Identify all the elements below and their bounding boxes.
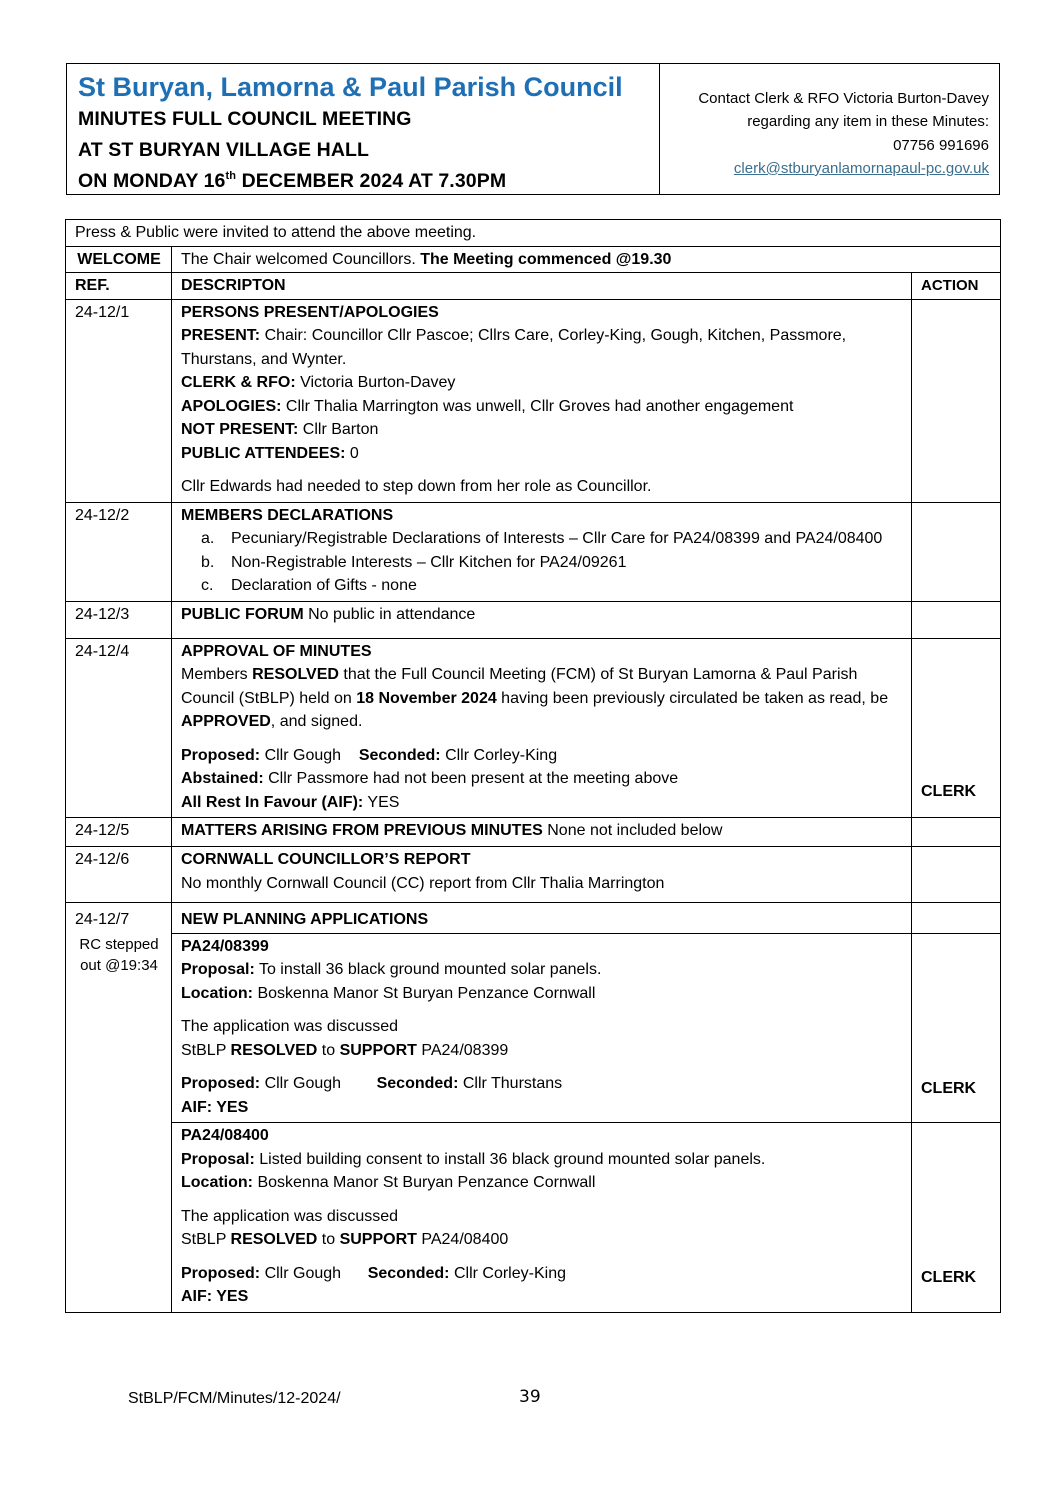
aif-line: AIF: YES — [181, 1288, 249, 1305]
col-action-header: ACTION — [912, 273, 1001, 300]
row-ref: 24-12/7 — [75, 911, 130, 928]
row-action: CLERK — [912, 933, 1001, 1123]
welcome-text: The Chair welcomed Councillors. — [181, 250, 421, 268]
table-row — [66, 1123, 1001, 1313]
approval-t3: that the Full Council Meeting (FCM) of St Buryan Lamorna & Paul Parish Council (StBLP) held on — [181, 666, 858, 707]
res-resolved: RESOLVED — [230, 1041, 318, 1059]
approval-t5: having been previously circulated be taken as read, be — [496, 689, 889, 707]
apologies-text: Cllr Thalia Marrington was unwell, Cllr Groves had another engagement — [281, 397, 794, 415]
res-resolved: RESOLVED — [230, 1231, 318, 1248]
proposal-label: Proposal: — [181, 961, 255, 978]
res-support: SUPPORT — [339, 1041, 417, 1059]
welcome-commenced: The Meeting commenced @19.30 — [420, 250, 672, 268]
item-title: NEW PLANNING APPLICATIONS — [172, 903, 912, 934]
aif-label: All Rest In Favour (AIF): — [181, 793, 364, 811]
abstained-label: Abstained: — [181, 770, 264, 787]
res-5: PA24/08399 — [416, 1041, 509, 1059]
table-row — [66, 818, 1001, 847]
resolution-line — [181, 1039, 903, 1063]
table-row — [66, 601, 1001, 638]
footer-document-ref: StBLP/FCM/Minutes/12-2024/ — [128, 1390, 341, 1407]
list-marker: b. — [201, 553, 215, 571]
approval-t7: , and signed. — [270, 713, 363, 730]
proposed-text: Cllr Gough — [260, 1075, 342, 1092]
approval-resolved: RESOLVED — [252, 666, 339, 683]
contact-phone: 07756 991696 — [893, 136, 989, 154]
row-ref: 24-12/3 — [66, 601, 172, 638]
public-attendees-text: 0 — [345, 444, 359, 462]
item-text: None not included below — [542, 822, 723, 839]
ref-note-1: RC stepped — [79, 935, 159, 953]
row-ref: 24-12/2 — [66, 502, 172, 601]
proposed-line — [181, 1072, 903, 1096]
application-id: PA24/08399 — [181, 937, 269, 955]
declarations-list — [181, 527, 903, 598]
clerk-line — [181, 371, 903, 395]
welcome-label: WELCOME — [66, 246, 172, 273]
item-title: MEMBERS DECLARATIONS — [181, 506, 394, 524]
contact-line-1: Contact Clerk & RFO Victoria Burton-Davey — [698, 90, 989, 107]
row-action — [912, 903, 1001, 934]
application-cell — [172, 1123, 912, 1313]
row-ref: 24-12/5 — [66, 818, 172, 847]
res-3: to — [317, 1041, 340, 1059]
col-desc-header: DESCRIPTON — [172, 273, 912, 300]
column-header-row — [66, 273, 1001, 300]
present-line — [181, 324, 903, 371]
meeting-date-sup: th — [225, 170, 237, 182]
not-present-text: Cllr Barton — [298, 421, 379, 438]
page-number: 39 — [519, 1387, 541, 1407]
not-present-label: NOT PRESENT: — [181, 421, 299, 438]
edwards-note: Cllr Edwards had needed to step down from her role as Councillor. — [181, 478, 652, 495]
clerk-text: Victoria Burton-Davey — [295, 374, 456, 391]
invite-row — [66, 220, 1001, 247]
abstained-text: Cllr Passmore had not been present at the meeting above — [263, 770, 679, 787]
header-title-block — [67, 64, 660, 194]
contact-email-link[interactable]: clerk@stburyanlamornapaul-pc.gov.uk — [733, 159, 989, 177]
public-attendees-label: PUBLIC ATTENDEES: — [181, 444, 346, 462]
list-item — [201, 551, 903, 575]
proposed-text: Cllr Gough — [260, 746, 342, 764]
row-ref-cell — [66, 903, 172, 1313]
welcome-cell — [172, 246, 1001, 273]
location-label: Location: — [181, 984, 253, 1002]
item-title: MATTERS ARISING FROM PREVIOUS MINUTES — [181, 822, 543, 839]
table-row — [66, 847, 1001, 903]
council-name: St Buryan, Lamorna & Paul Parish Council — [78, 72, 623, 102]
approval-t1: Members — [181, 666, 253, 683]
present-label: PRESENT: — [181, 327, 261, 344]
meeting-date-pre: ON MONDAY 16 — [78, 170, 226, 192]
abstained-line — [181, 767, 903, 791]
row-action: CLERK — [912, 1123, 1001, 1313]
row-action: CLERK — [912, 638, 1001, 818]
res-support: SUPPORT — [339, 1231, 417, 1248]
proposed-text: Cllr Gough — [260, 1264, 342, 1282]
approval-approved: APPROVED — [181, 713, 271, 730]
welcome-row — [66, 246, 1001, 273]
item-text: No monthly Cornwall Council (CC) report from Cllr Thalia Marrington — [181, 874, 665, 892]
meeting-date — [78, 166, 649, 197]
list-item — [201, 527, 903, 551]
meeting-venue: AT ST BURYAN VILLAGE HALL — [78, 139, 370, 161]
present-text: Chair: Councillor Cllr Pascoe; Cllrs Care, Corley-King, Gough, Kitchen, Passmore, Thurstans, and Wynter. — [181, 327, 847, 368]
meeting-title: MINUTES FULL COUNCIL MEETING — [78, 108, 412, 130]
apologies-label: APOLOGIES: — [181, 397, 282, 415]
seconded-text: Cllr Thurstans — [458, 1075, 563, 1092]
col-ref-header: REF. — [66, 273, 172, 300]
proposal-text: To install 36 black ground mounted solar panels. — [254, 961, 602, 978]
location-line — [181, 982, 903, 1006]
item-text: No public in attendance — [303, 605, 476, 623]
approval-date: 18 November 2024 — [356, 689, 497, 707]
row-ref: 24-12/1 — [66, 299, 172, 502]
proposed-line — [181, 744, 903, 768]
item-title: APPROVAL OF MINUTES — [181, 642, 372, 660]
location-line — [181, 1171, 903, 1195]
row-description — [172, 638, 912, 818]
seconded-label: Seconded: — [376, 1075, 459, 1092]
seconded-text: Cllr Corley-King — [449, 1264, 566, 1282]
table-row — [66, 299, 1001, 502]
not-present-line — [181, 418, 903, 442]
list-text: Non-Registrable Interests – Cllr Kitchen for PA24/09261 — [231, 553, 627, 571]
list-text: Pecuniary/Registrable Declarations of Interests – Cllr Care for PA24/08399 and PA24/08400 — [231, 530, 883, 547]
res-1: StBLP — [181, 1231, 231, 1248]
proposed-label: Proposed: — [181, 1264, 261, 1282]
row-action — [912, 818, 1001, 847]
document-header — [66, 63, 1000, 195]
list-marker: c. — [201, 577, 214, 594]
row-description — [172, 818, 912, 847]
proposal-line — [181, 1148, 903, 1172]
row-description — [172, 847, 912, 903]
res-3: to — [317, 1231, 340, 1248]
seconded-label: Seconded: — [358, 746, 441, 764]
list-marker: a. — [201, 530, 215, 547]
row-description — [172, 299, 912, 502]
contact-block — [660, 64, 999, 194]
item-title: CORNWALL COUNCILLOR’S REPORT — [181, 851, 471, 868]
row-action — [912, 601, 1001, 638]
res-5: PA24/08400 — [416, 1231, 509, 1248]
list-item — [201, 574, 903, 598]
aif-line: AIF: YES — [181, 1098, 249, 1116]
item-title: PUBLIC FORUM — [181, 605, 304, 623]
clerk-label: CLERK & RFO: — [181, 374, 296, 391]
table-row — [66, 638, 1001, 818]
table-row — [66, 903, 1001, 934]
discussed-line: The application was discussed — [181, 1018, 399, 1035]
location-text: Boskenna Manor St Buryan Penzance Cornwall — [253, 1174, 596, 1191]
contact-line-2: regarding any item in these Minutes: — [747, 113, 989, 131]
res-1: StBLP — [181, 1041, 231, 1059]
resolution-line — [181, 1228, 903, 1252]
row-description — [172, 502, 912, 601]
proposal-line — [181, 958, 903, 982]
proposal-text: Listed building consent to install 36 black ground mounted solar panels. — [254, 1150, 766, 1168]
row-ref: 24-12/6 — [66, 847, 172, 903]
ref-note-2: out @19:34 — [80, 956, 158, 974]
application-id: PA24/08400 — [181, 1127, 269, 1144]
table-row — [66, 502, 1001, 601]
row-action — [912, 502, 1001, 601]
public-attendees-line — [181, 442, 903, 466]
proposal-label: Proposal: — [181, 1150, 255, 1168]
discussed-line: The application was discussed — [181, 1207, 399, 1225]
row-ref: 24-12/4 — [66, 638, 172, 818]
minutes-table — [65, 219, 1001, 1313]
invite-text: Press & Public were invited to attend the above meeting. — [66, 220, 1001, 247]
proposed-line — [181, 1262, 903, 1286]
proposed-label: Proposed: — [181, 746, 261, 764]
row-action — [912, 299, 1001, 502]
row-description — [172, 601, 912, 638]
row-action — [912, 847, 1001, 903]
seconded-label: Seconded: — [367, 1264, 450, 1282]
seconded-text: Cllr Corley-King — [440, 746, 558, 764]
location-label: Location: — [181, 1174, 253, 1191]
table-row — [66, 933, 1001, 1123]
aif-line — [181, 791, 903, 815]
list-text: Declaration of Gifts - none — [231, 577, 417, 594]
location-text: Boskenna Manor St Buryan Penzance Cornwall — [253, 984, 596, 1002]
approval-text — [181, 663, 903, 734]
item-title: PERSONS PRESENT/APOLOGIES — [181, 303, 439, 321]
proposed-label: Proposed: — [181, 1075, 261, 1092]
meeting-date-post: DECEMBER 2024 AT 7.30PM — [236, 170, 507, 192]
apologies-line — [181, 395, 903, 419]
aif-text: YES — [363, 793, 400, 811]
application-cell — [172, 933, 912, 1123]
